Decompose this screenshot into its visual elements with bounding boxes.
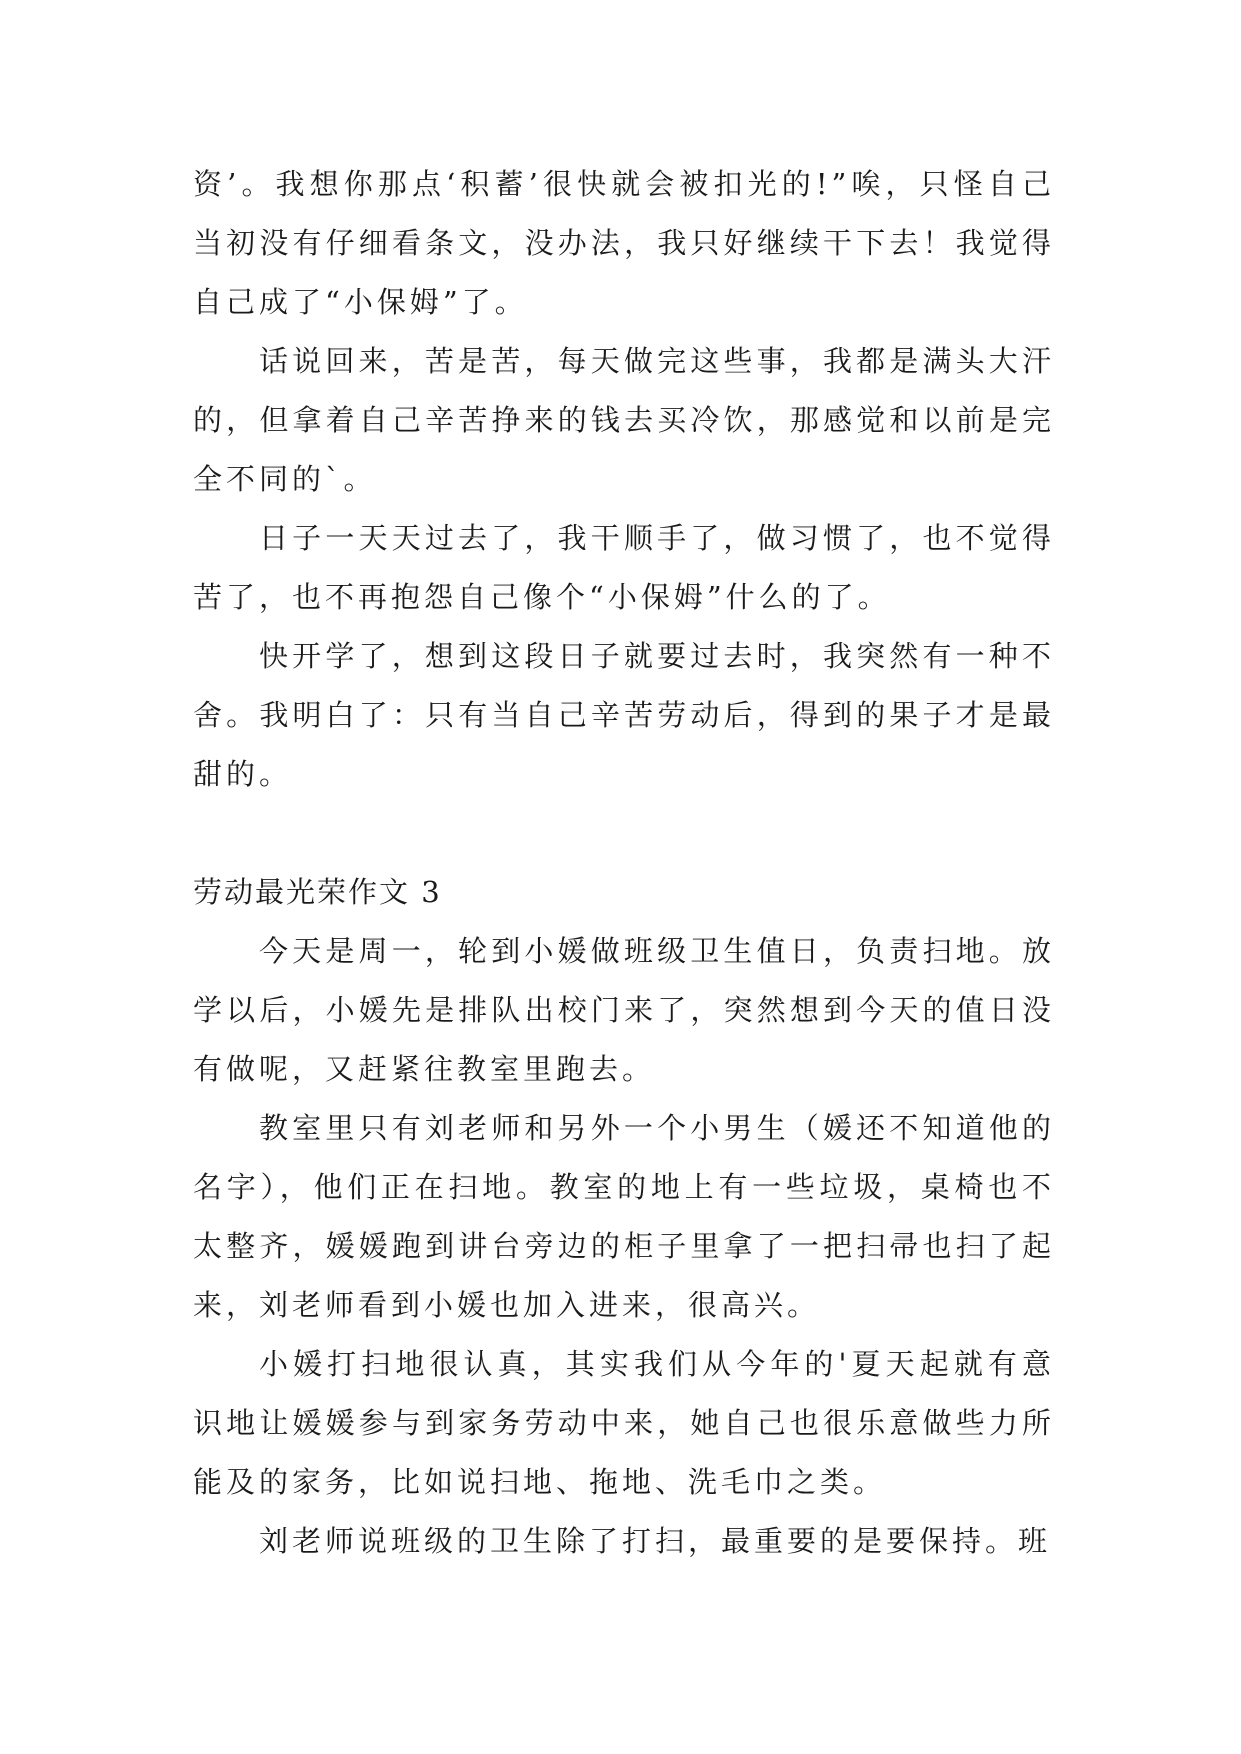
paragraph: 话说回来，苦是苦，每天做完这些事，我都是满头大汗的，但拿着自己辛苦挣来的钱去买冷饮，那感觉和以前是完全不同的`。 — [193, 344, 1055, 496]
paragraph: 日子一天天过去了，我干顺手了，做习惯了，也不觉得苦了，也不再抱怨自己像个“小保姆”什么的了。 — [193, 521, 1055, 614]
section-heading: 劳动最光荣作文 3 — [193, 875, 442, 909]
section-spacer — [193, 804, 1055, 863]
paragraph: 小媛打扫地很认真，其实我们从今年的'夏天起就有意识地让媛媛参与到家务劳动中来，她自己也很乐意做些力所能及的家务，比如说扫地、拖地、洗毛巾之类。 — [193, 1347, 1055, 1499]
paragraph: 今天是周一，轮到小媛做班级卫生值日，负责扫地。放学以后，小媛先是排队出校门来了，突然想到今天的值日没有做呢，又赶紧往教室里跑去。 — [193, 934, 1055, 1086]
paragraph-continued: 资’。我想你那点‘积蓄’很快就会被扣光的!”唉，只怪自己当初没有仔细看条文，没办法，我只好继续干下去！我觉得自己成了“小保姆”了。 — [193, 167, 1055, 319]
paragraph: 快开学了，想到这段日子就要过去时，我突然有一种不舍。我明白了：只有当自己辛苦劳动后，得到的果子才是最甜的。 — [193, 639, 1055, 791]
paragraph: 教室里只有刘老师和另外一个小男生（媛还不知道他的名字），他们正在扫地。教室的地上有一些垃圾，桌椅也不太整齐，媛媛跑到讲台旁边的柜子里拿了一把扫帚也扫了起来，刘老师看到小媛也加入进来，很高兴。 — [193, 1111, 1055, 1322]
document-body — [193, 155, 1055, 1571]
paragraph: 刘老师说班级的卫生除了打扫，最重要的是要保持。班 — [259, 1524, 1052, 1558]
